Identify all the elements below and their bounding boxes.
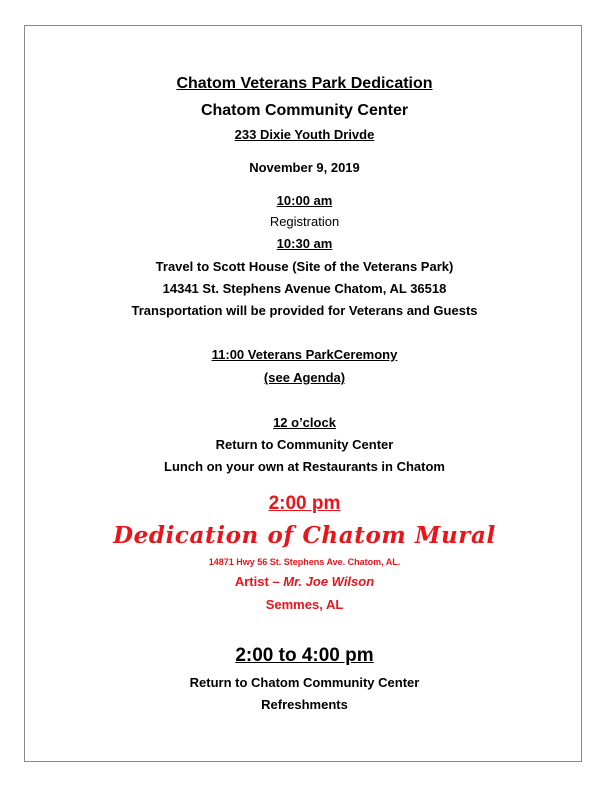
closing-activity: Return to Chatom Community Center [189,675,420,690]
schedule-activity-1030: Travel to Scott House (Site of the Veterans Park) [155,259,454,274]
mural-address: 14871 Hwy 56 St. Stephens Ave. Chatom, AL. [208,557,401,567]
mural-artist-city: Semmes, AL [265,597,344,612]
mural-title: Dedication of Chatom Mural [113,522,496,549]
schedule-time-1030: 10:30 am [276,236,333,251]
schedule-address-1030: 14341 St. Stephens Avenue Chatom, AL 36518 [162,281,447,296]
event-title: Chatom Veterans Park Dedication [176,75,433,92]
schedule-note-noon: Lunch on your own at Restaurants in Chatom [164,459,445,474]
closing-time: 2:00 to 4:00 pm [235,645,374,666]
schedule-activity-noon: Return to Community Center [215,437,394,452]
schedule-time-1000: 10:00 am [276,193,333,208]
event-date: November 9, 2019 [249,160,360,175]
agenda-link[interactable]: (see Agenda) [263,370,346,385]
event-address: 233 Dixie Youth Drivde [234,127,375,142]
mural-time: 2:00 pm [268,493,341,514]
mural-artist [0,574,609,589]
mural-artist-name: Mr. Joe Wilson [283,574,375,589]
mural-artist-prefix: Artist – [234,574,284,589]
schedule-note-1030: Transportation will be provided for Veterans and Guests [131,303,478,318]
closing-note: Refreshments [261,697,348,712]
schedule-time-noon: 12 o’clock [273,415,336,430]
schedule-item-1100: 11:00 Veterans ParkCeremony [211,347,398,362]
schedule-activity-1000: Registration [269,214,340,229]
event-venue: Chatom Community Center [200,102,409,119]
